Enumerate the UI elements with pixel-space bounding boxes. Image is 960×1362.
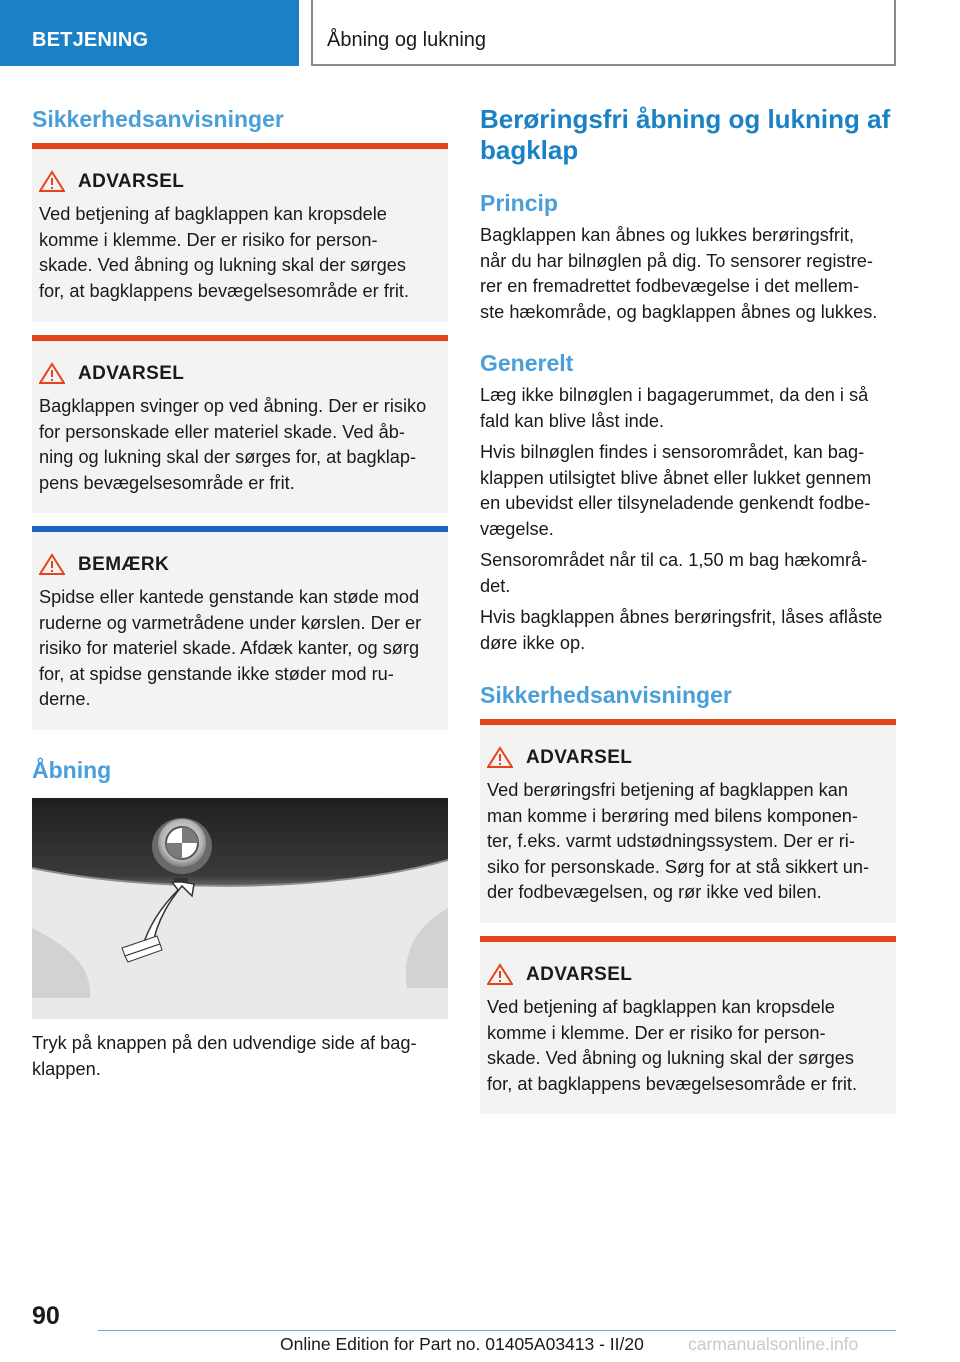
text-line: siko for personskade. Sørg for at stå sikkert un‐: [487, 856, 870, 877]
chapter-tab: [311, 0, 896, 66]
text-line: for, at spidse genstande ikke støder mod ru‐: [39, 663, 394, 684]
warning-box-4: [480, 936, 896, 1114]
heading-touchless: [480, 104, 896, 166]
text-line: Ved berøringsfri betjening af bagklappen kan: [487, 780, 848, 800]
general-paragraph-4: [480, 605, 896, 656]
text-line: man komme i berøring med bilens komponen‐: [487, 805, 858, 826]
heading-principle: Princip: [480, 190, 558, 216]
chapter-label: Åbning og lukning: [327, 29, 487, 51]
text-line: skade. Ved åbning og lukning skal der sørges: [39, 255, 407, 275]
text-line: Spidse eller kantede genstande kan støde mod: [39, 587, 420, 607]
warning-bar: [480, 936, 896, 942]
text-line: risiko for materiel skade. Afdæk kanter, og sørg: [39, 638, 420, 658]
text-line: skade. Ved åbning og lukning skal der sørges: [487, 1048, 855, 1068]
note-box-1: [32, 526, 448, 730]
text-line: Ved betjening af bagklappen kan kropsdele: [39, 204, 387, 224]
text-line: Tryk på knappen på den udvendige side af bag‐: [32, 1033, 417, 1053]
general-paragraph-1: [480, 383, 896, 434]
text-line: for personskade eller materiel skade. Ved åb‐: [39, 421, 405, 442]
warning-triangle-icon: [487, 746, 513, 768]
tailgate-illustration: [32, 798, 448, 1019]
warning-bar: [32, 335, 448, 341]
note-title: BEMÆRK: [78, 554, 170, 575]
text-line: klappen.: [32, 1058, 101, 1079]
page-number: 90: [32, 1302, 60, 1330]
warning-title: ADVARSEL: [526, 747, 633, 768]
heading-general: Generelt: [480, 350, 574, 376]
warning-box-2: [32, 335, 448, 513]
page-header: [0, 0, 960, 66]
text-line: ruderne og varmetrådene under kørslen. Der er: [39, 612, 422, 633]
text-line: ning og lukning skal der sørges for, at bagklap‐: [39, 447, 417, 467]
text-line: der fodbevægelsen, og rør ikke ved bilen.: [487, 882, 822, 902]
general-paragraph-2: [480, 440, 896, 542]
warning-bar: [480, 719, 896, 725]
warning-triangle-icon: [39, 170, 65, 192]
text-line: Ved betjening af bagklappen kan kropsdele: [487, 997, 835, 1017]
text-line: det.: [480, 575, 511, 596]
heading-opening: Åbning: [32, 757, 112, 783]
warning-text: [39, 394, 444, 496]
warning-triangle-icon: [39, 362, 65, 384]
footer-edition: Online Edition for Part no. 01405A03413 - II/20: [280, 1334, 644, 1354]
text-line: komme i klemme. Der er risiko for person‐: [39, 229, 378, 250]
warning-title: ADVARSEL: [526, 964, 633, 985]
note-text: [39, 585, 444, 713]
warning-box-1: [32, 143, 448, 322]
text-line: Læg ikke bilnøglen i bagagerummet, da den i så: [480, 385, 869, 405]
text-line: Sensorområdet når til ca. 1,50 m bag hækområ‐: [480, 550, 868, 570]
footer-rule: [98, 1330, 896, 1331]
text-line: når du har bilnøglen på dig. To sensorer registre‐: [480, 250, 873, 271]
text-line: komme i klemme. Der er risiko for person‐: [487, 1022, 826, 1043]
text-line: en ubevidst eller tilsyneladende genkendt fodbe‐: [480, 493, 871, 513]
text-line: ter, f.eks. varmt udstødningssystem. Der er ri‐: [487, 831, 855, 851]
tailgate-button-photo: [32, 798, 448, 1019]
text-line: rer en fremadrettet fodbevægelse i det mellem‐: [480, 276, 860, 296]
section-label: BETJENING: [32, 29, 149, 51]
general-paragraph-3: [480, 548, 896, 599]
heading-line: bagklap: [480, 135, 579, 165]
principle-text: [480, 223, 896, 325]
warning-box-3: [480, 719, 896, 923]
text-line: for, at bagklappens bevægelsesområde er frit.: [39, 280, 410, 301]
footer-watermark[interactable]: carmanualsonline.info: [686, 1334, 900, 1355]
text-line: Hvis bagklappen åbnes berøringsfrit, låses aflåste: [480, 607, 883, 627]
text-line: Bagklappen kan åbnes og lukkes berøringsfrit,: [480, 225, 855, 245]
section-tab: [0, 0, 299, 66]
text-line: døre ikke op.: [480, 632, 586, 653]
warning-title: ADVARSEL: [78, 363, 185, 384]
text-line: derne.: [39, 689, 91, 709]
text-line: fald kan blive låst inde.: [480, 410, 665, 431]
text-line: pens bevægelsesområde er frit.: [39, 472, 295, 493]
warning-text: [487, 995, 892, 1097]
heading-safety-right: Sikkerhedsanvisninger: [480, 682, 732, 708]
warning-text: [487, 778, 892, 906]
text-line: ste hækområde, og bagklappen åbnes og lukkes.: [480, 301, 878, 322]
warning-triangle-icon: [487, 963, 513, 985]
warning-text: [39, 202, 444, 304]
text-line: klappen utilsigtet blive åbnet eller lukket gennem: [480, 467, 872, 488]
warning-bar: [32, 143, 448, 149]
text-line: for, at bagklappens bevægelsesområde er frit.: [487, 1073, 858, 1094]
note-triangle-icon: [39, 553, 65, 575]
text-line: Hvis bilnøglen findes i sensorområdet, kan bag‐: [480, 442, 865, 462]
heading-safety-left: Sikkerhedsanvisninger: [32, 106, 284, 132]
text-line: vægelse.: [480, 518, 554, 539]
text-line: Bagklappen svinger op ved åbning. Der er risiko: [39, 396, 427, 416]
heading-line: Berøringsfri åbning og lukning af: [480, 104, 891, 134]
photo-caption: [32, 1031, 448, 1082]
note-bar: [32, 526, 448, 532]
warning-title: ADVARSEL: [78, 171, 185, 192]
